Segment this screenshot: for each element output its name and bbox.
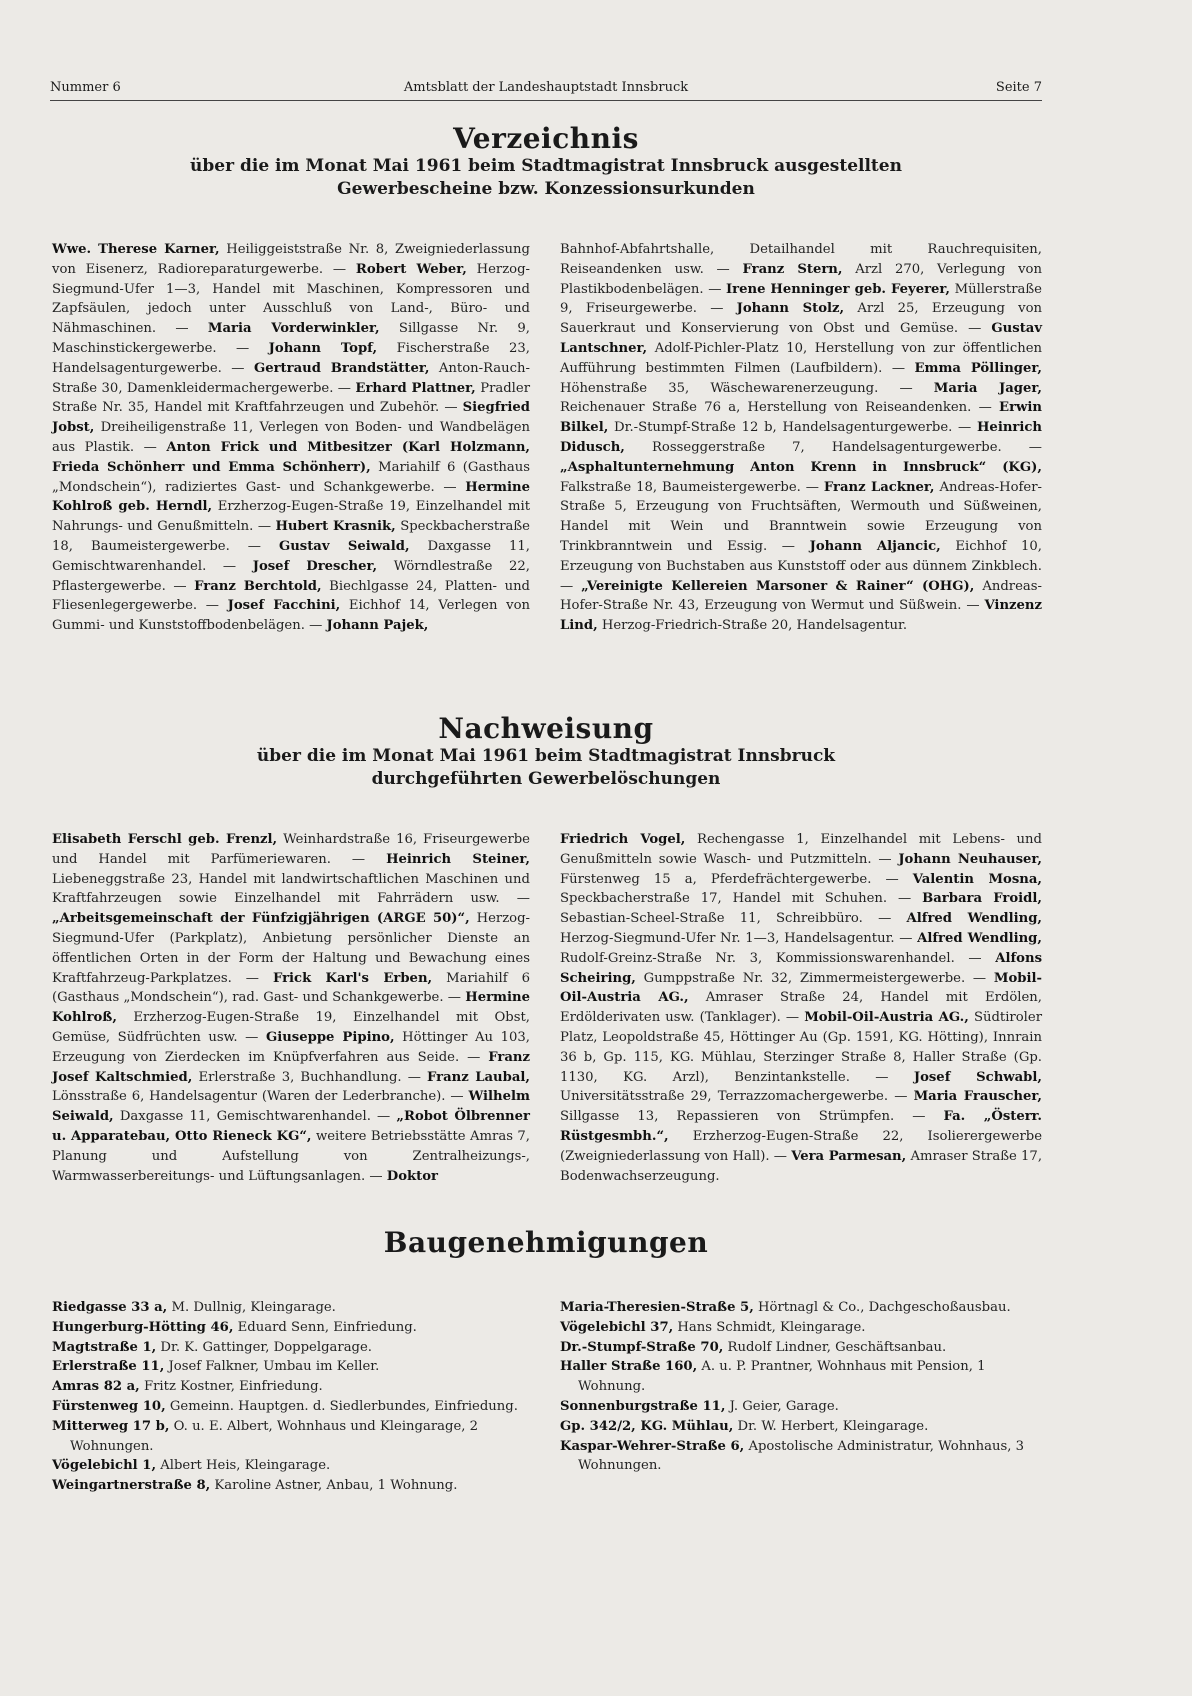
entry-details: Erzherzog-Eugen-Straße 19, Einzelhandel mit Nahrungs- und Genußmitteln. — [52, 499, 530, 535]
section1-right-column [560, 240, 1042, 636]
entry-details: Herzog-Siegmund-Ufer (Parkplatz), Anbietung persönlicher Dienste an öffentlichen Orten in der Form der Haltung und Bewachung eines Kraftfahrzeug-Parkplatzes. — [52, 911, 530, 986]
section2-left-column [52, 830, 530, 1186]
entry-details: Eichhof 14, Verlegen von Gummi- und Kunststoffbodenbelägen. — [52, 598, 531, 634]
entry-details: Universitätsstraße 29, Terrazzomachergewerbe. — [560, 1089, 914, 1105]
entry-name: Franz Berchtold, [194, 578, 322, 594]
entry-details: Herzog-Siegmund-Ufer 1—3, Handel mit Maschinen, Kompressoren und Zapfsäulen, jedoch unter Ausschluß von Land-, Büro- und Nähmaschinen. — [52, 261, 530, 337]
entry-name: Erhard Plattner, [355, 380, 476, 396]
permit-details: Rudolf Lindner, Geschäftsanbau. [723, 1339, 947, 1355]
section2-subtitle-1: über die im Monat Mai 1961 beim Stadtmagistrat Innsbruck [256, 746, 836, 766]
permit-location: Sonnenburgstraße 11, [560, 1398, 726, 1414]
section1-subtitle-1: über die im Monat Mai 1961 beim Stadtmagistrat Innsbruck ausgestellten [190, 156, 902, 176]
entry-details: Reichenauer Straße 76 a, Herstellung von Reiseandenken. — [560, 400, 1000, 416]
entry-details: Höttinger Au 103, Erzeugung von Zierdecken im Knüpfverfahren aus Seide. — [52, 1029, 530, 1065]
entry-name: Irene Henninger geb. Feyerer, [725, 281, 951, 297]
entry-details: Andreas-Hofer-Straße 5, Erzeugung von Fruchtsäften, Wermouth und Süßweinen, Handel mit Wein und Branntwein sowie Erzeugung von Trinkbranntwein und Essig. — [560, 479, 1042, 554]
entry-name: Alfons Scheiring, [560, 950, 1042, 986]
entry-name: Franz Lackner, [823, 479, 935, 495]
permit-details: M. Dullnig, Kleingarage. [167, 1300, 336, 1315]
permit-details: Josef Falkner, Umbau im Keller. [164, 1359, 380, 1375]
page-header [50, 80, 1042, 101]
permit-details: Hans Schmidt, Kleingarage. [673, 1319, 866, 1335]
permit-entry [52, 1397, 530, 1417]
entry-name: Johann Topf, [268, 340, 378, 356]
entry-details: Biechlgasse 24, Platten- und Fliesenlegergewerbe. — [52, 578, 531, 614]
entry-name: Alfred Wendling, [906, 911, 1043, 927]
entry-name: Josef Drescher, [252, 558, 378, 574]
entry-details: Rudolf-Greinz-Straße Nr. 3, Kommissionswarenhandel. — [560, 950, 996, 966]
page-number: Seite 7 [995, 80, 1042, 95]
entry-name: Heinrich Didusch, [560, 420, 1042, 455]
entry-details: Arzl 25, Erzeugung von Sauerkraut und Konservierung von Obst und Gemüse. — [560, 301, 1043, 337]
permit-location: Vögelebichl 1, [52, 1458, 157, 1474]
entry-details: Heiliggeiststraße Nr. 8, Zweigniederlassung von Eisenerz, Radioreparaturgewerbe. — [52, 242, 530, 277]
entry-name: Franz Stern, [742, 261, 843, 277]
entry-name: Erwin Bilkel, [560, 400, 1042, 436]
entry-details: Liebeneggstraße 23, Handel mit landwirtschaftlichen Maschinen und Kraftfahrzeugen sowie Einzelhandel mit Fahrrädern usw. — [52, 871, 530, 907]
permit-entry [560, 1318, 1042, 1338]
section3-right-column [560, 1298, 1042, 1476]
permit-location: Weingartnerstraße 8, [52, 1478, 211, 1494]
permit-details: Fritz Kostner, Einfriedung. [139, 1379, 323, 1395]
entry-name: Wwe. Therese Karner, [52, 242, 220, 257]
permit-location: Haller Straße 160, [560, 1359, 698, 1375]
entry-name: Gustav Lantschner, [560, 321, 1042, 356]
entry-name: Hermine Kohlroß, [52, 990, 530, 1026]
section3-left-column [52, 1298, 530, 1496]
entry-name: „Asphaltunternehmung Anton Krenn in Innsbruck“ (KG), [560, 459, 1042, 475]
entry-details: Anton-Rauch-Straße 30, Damenkleidermachergewerbe. — [52, 360, 530, 396]
entry-details: Lönsstraße 6, Handelsagentur (Waren der Lederbranche). — [52, 1089, 469, 1105]
entry-details: Erzherzog-Eugen-Straße 22, Isolierergewerbe (Zweigniederlassung von Hall). — [560, 1128, 1042, 1164]
permit-entry [560, 1437, 1042, 1477]
permit-location: Fürstenweg 10, [52, 1398, 166, 1414]
permit-location: Kaspar-Wehrer-Straße 6, [560, 1438, 745, 1454]
permit-details: Albert Heis, Kleingarage. [156, 1458, 331, 1474]
entry-details: Weinhardstraße 16, Friseurgewerbe und Handel mit Parfümeriewaren. — [52, 832, 530, 867]
entry-details: Südtiroler Platz, Leopoldstraße 45, Höttinger Au (Gp. 1591, KG. Hötting), Innrain 36 b, Gp. 115, KG. Mühlau, Sterzinger Straße 8, Haller Straße (Gp. 1130, KG. Arzl), Benzintankstelle. — [560, 1010, 1042, 1085]
entry-details: Amraser Straße 17, Bodenwachserzeugung. [560, 1148, 1043, 1184]
entry-details: Erzherzog-Eugen-Straße 19, Einzelhandel mit Obst, Gemüse, Südfrüchten usw. — [52, 1010, 530, 1045]
permit-entry [52, 1476, 530, 1496]
entry-name: „Robot Ölbrenner u. Apparatebau, Otto Rieneck KG“, [52, 1109, 530, 1144]
entry-name: Vera Parmesan, [791, 1148, 907, 1164]
entry-details: Gumppstraße Nr. 32, Zimmermeistergewerbe. — [635, 970, 994, 986]
permit-entry [52, 1298, 530, 1318]
section2-title: Nachweisung [438, 712, 654, 745]
permit-entry [560, 1298, 1042, 1318]
entry-details: Mariahilf 6 (Gasthaus „Mondschein“), rad. Gast- und Schankgewerbe. — [52, 970, 530, 1006]
permit-details: Gemeinn. Hauptgen. d. Siedlerbundes, Einfriedung. [165, 1398, 518, 1414]
entry-name: Doktor [386, 1168, 438, 1184]
entry-name: Vinzenz Lind, [560, 598, 1042, 634]
entry-name: Gustav Seiwald, [278, 538, 410, 554]
entry-name: Johann Neuhauser, [898, 851, 1042, 867]
entry-details: Sillgasse Nr. 9, Maschinstickergewerbe. — [52, 321, 530, 356]
entry-details: Bahnhof-Abfahrtshalle, Detailhandel mit Rauchrequisiten, Reiseandenken usw. — [560, 242, 1042, 277]
publication-title: Amtsblatt der Landeshauptstadt Innsbruck [403, 80, 689, 95]
permit-location: Erlerstraße 11, [52, 1359, 165, 1375]
entry-name: Fa. „Österr. Rüstgesmbh.“, [560, 1109, 1043, 1144]
entry-name: Wilhelm Seiwald, [52, 1089, 530, 1125]
section1-left-column [52, 240, 530, 636]
entry-name: Franz Laubal, [427, 1069, 530, 1085]
entry-name: „Arbeitsgemeinschaft der Fünfzigjährigen (ARGE 50)“, [52, 911, 470, 927]
entry-name: Mobil-Oil-Austria AG., [560, 970, 1042, 1006]
entry-details: Daxgasse 11, Gemischtwarenhandel. — [113, 1109, 397, 1125]
section2-subtitle-2: durchgeführten Gewerbelöschungen [371, 769, 721, 789]
permit-entry [52, 1377, 530, 1397]
permit-location: Amras 82 a, [52, 1379, 140, 1395]
issue-number: Nummer 6 [50, 80, 121, 95]
entry-name: Friedrich Vogel, [560, 832, 686, 847]
permit-location: Dr.-Stumpf-Straße 70, [560, 1339, 724, 1355]
entry-name: „Vereinigte Kellereien Marsoner & Rainer“ (OHG), [581, 578, 975, 594]
entry-name: Barbara Froidl, [922, 891, 1042, 907]
permit-details: Apostolische Administratur, Wohnhaus, 3 Wohnungen. [578, 1438, 1025, 1474]
entry-details: Fürstenweg 15 a, Pferdefrächtergewerbe. — [560, 871, 913, 887]
permit-entry [52, 1456, 530, 1476]
entry-details: Wörndlestraße 22, Pflastergewerbe. — [52, 558, 530, 594]
entry-name: Maria Frauscher, [913, 1089, 1042, 1105]
permit-details: Dr. K. Gattinger, Doppelgarage. [156, 1339, 372, 1355]
permit-entry [52, 1338, 530, 1358]
permit-details: Karoline Astner, Anbau, 1 Wohnung. [210, 1478, 458, 1494]
permit-details: Eduard Senn, Einfriedung. [233, 1319, 417, 1335]
section1-title: Verzeichnis [453, 122, 639, 155]
permit-entry [560, 1417, 1042, 1437]
entry-details: Müllerstraße 9, Friseurgewerbe. — [560, 281, 1042, 317]
entry-details: Fischerstraße 23, Handelsagenturgewerbe. — [52, 340, 530, 376]
entry-details: Sebastian-Scheel-Straße 11, Schreibbüro. — [560, 911, 907, 927]
entry-name: Anton Frick und Mitbesitzer (Karl Holzmann, Frieda Schönherr und Emma Schönherr), [52, 439, 531, 475]
permit-details: J. Geier, Garage. [725, 1398, 839, 1414]
permit-location: Hungerburg-Hötting 46, [52, 1319, 234, 1335]
entry-name: Robert Weber, [355, 261, 467, 277]
entry-name: Mobil-Oil-Austria AG., [804, 1010, 969, 1026]
permit-entry [52, 1357, 530, 1377]
entry-details: Falkstraße 18, Baumeistergewerbe. — [560, 479, 824, 495]
permit-entry [560, 1357, 1042, 1397]
section3-heading [50, 1226, 1042, 1259]
permit-entry [52, 1417, 530, 1457]
entry-details: weitere Betriebsstätte Amras 7, Planung und Aufstellung von Zentralheizungs-, Warmwasserbereitungs- und Lüftungsanlagen. — [52, 1128, 530, 1184]
entry-name: Frick Karl's Erben, [272, 970, 433, 986]
entry-details: Daxgasse 11, Gemischtwarenhandel. — [52, 538, 530, 574]
permit-entry [52, 1318, 530, 1338]
section2-right-column [560, 830, 1042, 1186]
entry-name: Emma Pöllinger, [914, 360, 1042, 376]
permit-details: Dr. W. Herbert, Kleingarage. [733, 1418, 929, 1434]
entry-details: Herzog-Siegmund-Ufer Nr. 1—3, Handelsagentur. — [560, 930, 918, 946]
permit-details: O. u. E. Albert, Wohnhaus und Kleingarage, 2 Wohnungen. [70, 1418, 479, 1454]
entry-details: Rosseggerstraße 7, Handelsagenturgewerbe. — [624, 439, 1042, 455]
entry-details: Andreas-Hofer-Straße Nr. 43, Erzeugung von Wermut und Süßwein. — [560, 578, 1042, 614]
entry-name: Valentin Mosna, [912, 871, 1042, 887]
entry-details: Herzog-Friedrich-Straße 20, Handelsagentur. [597, 618, 908, 634]
permit-details: A. u. P. Prantner, Wohnhaus mit Pension, 1 Wohnung. [578, 1359, 986, 1395]
entry-details: Adolf-Pichler-Platz 10, Herstellung von zur öffentlichen Aufführung bestimmten Filmen (Laufbildern). — [560, 340, 1042, 376]
entry-name: Gertraud Brandstätter, [253, 360, 430, 376]
entry-name: Josef Schwabl, [913, 1069, 1042, 1085]
section1-subtitle-2: Gewerbescheine bzw. Konzessionsurkunden [337, 179, 755, 199]
entry-name: Giuseppe Pipino, [265, 1029, 395, 1045]
entry-name: Siegfried Jobst, [52, 400, 530, 436]
entry-name: Maria Jager, [933, 380, 1042, 396]
entry-name: Hermine Kohlroß geb. Herndl, [52, 479, 530, 515]
entry-details: Rechengasse 1, Einzelhandel mit Lebens- und Genußmitteln sowie Wasch- und Putzmitteln. — [560, 832, 1042, 867]
entry-name: Franz Josef Kaltschmied, [52, 1049, 530, 1085]
entry-details: Dreiheiligenstraße 11, Verlegen von Boden- und Wandbelägen aus Plastik. — [52, 420, 530, 455]
entry-name: Alfred Wendling, [917, 930, 1042, 946]
permit-entry [560, 1338, 1042, 1358]
entry-name: Johann Stolz, [736, 301, 845, 317]
section3-title: Baugenehmigungen [383, 1226, 709, 1259]
entry-details: Dr.-Stumpf-Straße 12 b, Handelsagenturgewerbe. — [608, 420, 977, 436]
entry-details: Speckbacherstraße 17, Handel mit Schuhen. — [560, 891, 923, 907]
permit-location: Mitterweg 17 b, [52, 1418, 170, 1434]
entry-name: Hubert Krasnik, [275, 519, 396, 535]
entry-name: Josef Facchini, [227, 598, 341, 614]
entry-details: Sillgasse 13, Repassieren von Strümpfen. — [560, 1109, 944, 1125]
entry-details: Höhenstraße 35, Wäschewarenerzeugung. — [560, 380, 934, 396]
permit-location: Vögelebichl 37, [560, 1319, 674, 1335]
section1-heading [50, 122, 1042, 201]
permit-location: Gp. 342/2, KG. Mühlau, [560, 1418, 734, 1434]
entry-details: Amraser Straße 24, Handel mit Erdölen, Erdölderivaten usw. (Tanklager). — [560, 990, 1042, 1026]
entry-details: Arzl 270, Verlegung von Plastikbodenbelägen. — [560, 261, 1042, 297]
permit-location: Maria-Theresien-Straße 5, [560, 1300, 754, 1315]
entry-details: Eichhof 10, Erzeugung von Buchstaben aus Kunststoff oder aus dünnem Zinkblech. — [560, 538, 1042, 594]
permit-entry [560, 1397, 1042, 1417]
entry-name: Elisabeth Ferschl geb. Frenzl, [52, 832, 278, 847]
entry-name: Maria Vorderwinkler, [207, 321, 380, 337]
permit-details: Hörtnagl & Co., Dachgeschoßausbau. [753, 1300, 1011, 1315]
entry-name: Heinrich Steiner, [386, 851, 530, 867]
entry-details: Mariahilf 6 (Gasthaus „Mondschein“), radiziertes Gast- und Schankgewerbe. — [52, 459, 530, 495]
entry-details: Pradler Straße Nr. 35, Handel mit Kraftfahrzeugen und Zubehör. — [52, 380, 530, 416]
section2-heading [50, 712, 1042, 791]
entry-name: Johann Pajek, [326, 618, 429, 634]
permit-location: Riedgasse 33 a, [52, 1300, 168, 1315]
entry-name: Johann Aljancic, [809, 538, 941, 554]
permit-location: Magtstraße 1, [52, 1339, 157, 1355]
entry-details: Erlerstraße 3, Buchhandlung. — [192, 1069, 427, 1085]
entry-details: Speckbacherstraße 18, Baumeistergewerbe. — [52, 519, 530, 554]
